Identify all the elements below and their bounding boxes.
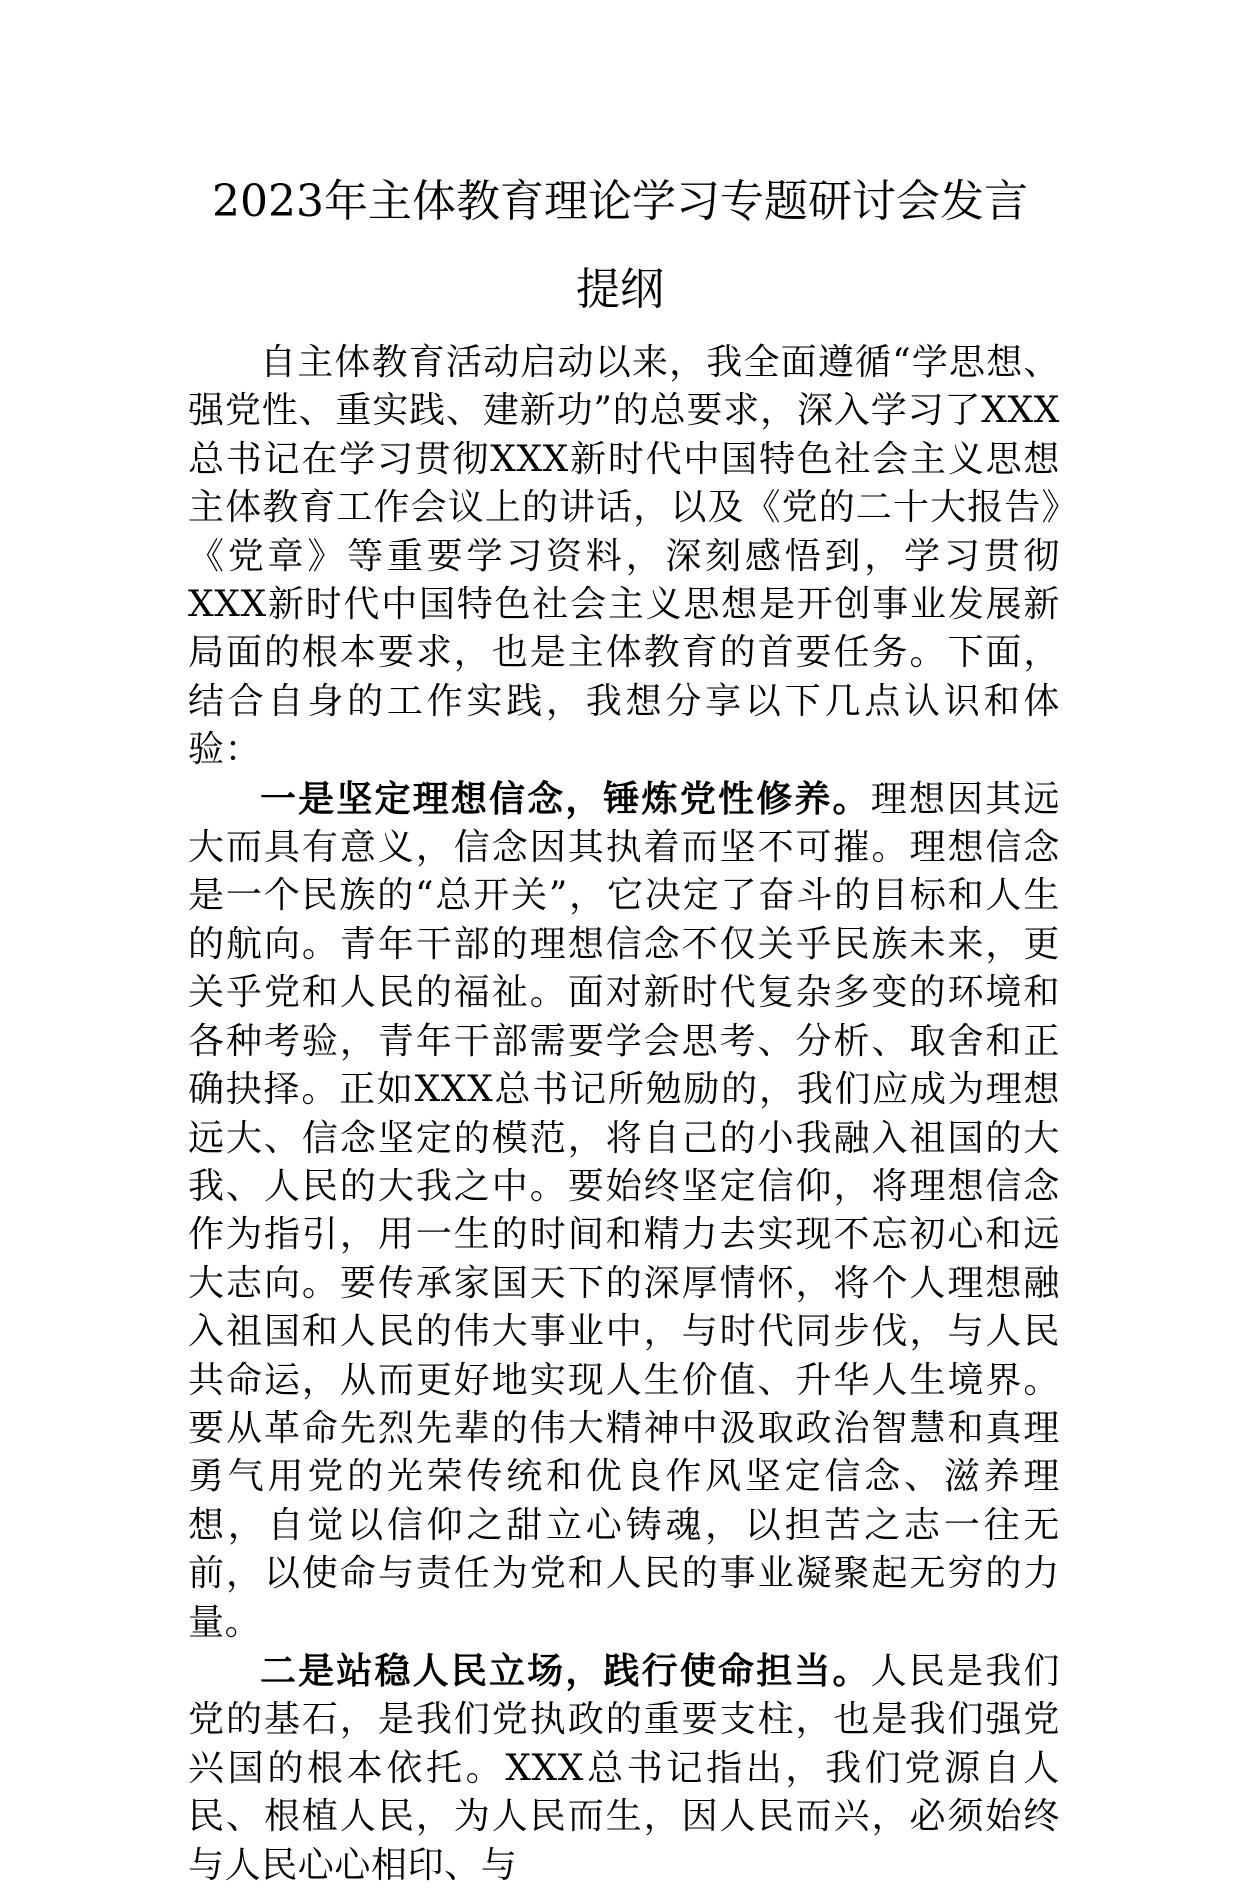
document-title-line-2: 提纲	[576, 264, 664, 315]
paragraph-point-2	[188, 1647, 1060, 1890]
paragraph-lead: 一是坚定理想信念，锤炼党性修养。	[260, 777, 871, 820]
document-body	[188, 339, 1060, 1890]
paragraph-text: 理想因其远大而具有意义，信念因其执着而坚不可摧。理想信念是一个民族的“总开关”，它决定了奋斗的目标和人生的航向。青年干部的理想信念不仅关乎民族未来，更关乎党和人民的福祉。面对新时代复杂多变的环境和各种考验，青年干部需要学会思考、分析、取舍和正确抉择。正如XXX总书记所勉励的，我们应成为理想远大、信念坚定的模范，将自己的小我融入祖国的大我、人民的大我之中。要始终坚定信仰，将理想信念作为指引，用一生的时间和精力去实现不忘初心和远大志向。要传承家国天下的深厚情怀，将个人理想融入祖国和人民的伟大事业中，与时代同步伐，与人民共命运，从而更好地实现人生价值、升华人生境界。要从革命先烈先辈的伟大精神中汲取政治智慧和真理勇气用党的光荣传统和优良作风坚定信念、滋养理想，自觉以信仰之甜立心铸魂，以担苦之志一往无前，以使命与责任为党和人民的事业凝聚起无穷的力量。	[188, 778, 1060, 1643]
paragraph-intro	[188, 339, 1060, 775]
paragraph-text: 自主体教育活动启动以来，我全面遵循“学思想、强党性、重实践、建新功”的总要求，深入学习了XXX总书记在学习贯彻XXX新时代中国特色社会主义思想主体教育工作会议上的讲话，以及《党的二十大报告》《党章》等重要学习资料，深刻感悟到，学习贯彻XXX新时代中国特色社会主义思想是开创事业发展新局面的根本要求，也是主体教育的首要任务。下面，结合自身的工作实践，我想分享以下几点认识和体验：	[188, 342, 1060, 771]
paragraph-point-1	[188, 775, 1060, 1647]
paragraph-lead: 二是站稳人民立场，践行使命担当。	[260, 1649, 871, 1692]
document-title-line-1: 2023年主体教育理论学习专题研讨会发言	[212, 176, 1028, 227]
paragraph-text: 人民是我们党的基石，是我们党执政的重要支柱，也是我们强党兴国的根本依托。XXX总书记指出，我们党源自人民、根植人民，为人民而生，因人民而兴，必须始终与人民心心相印、与	[188, 1650, 1060, 1886]
